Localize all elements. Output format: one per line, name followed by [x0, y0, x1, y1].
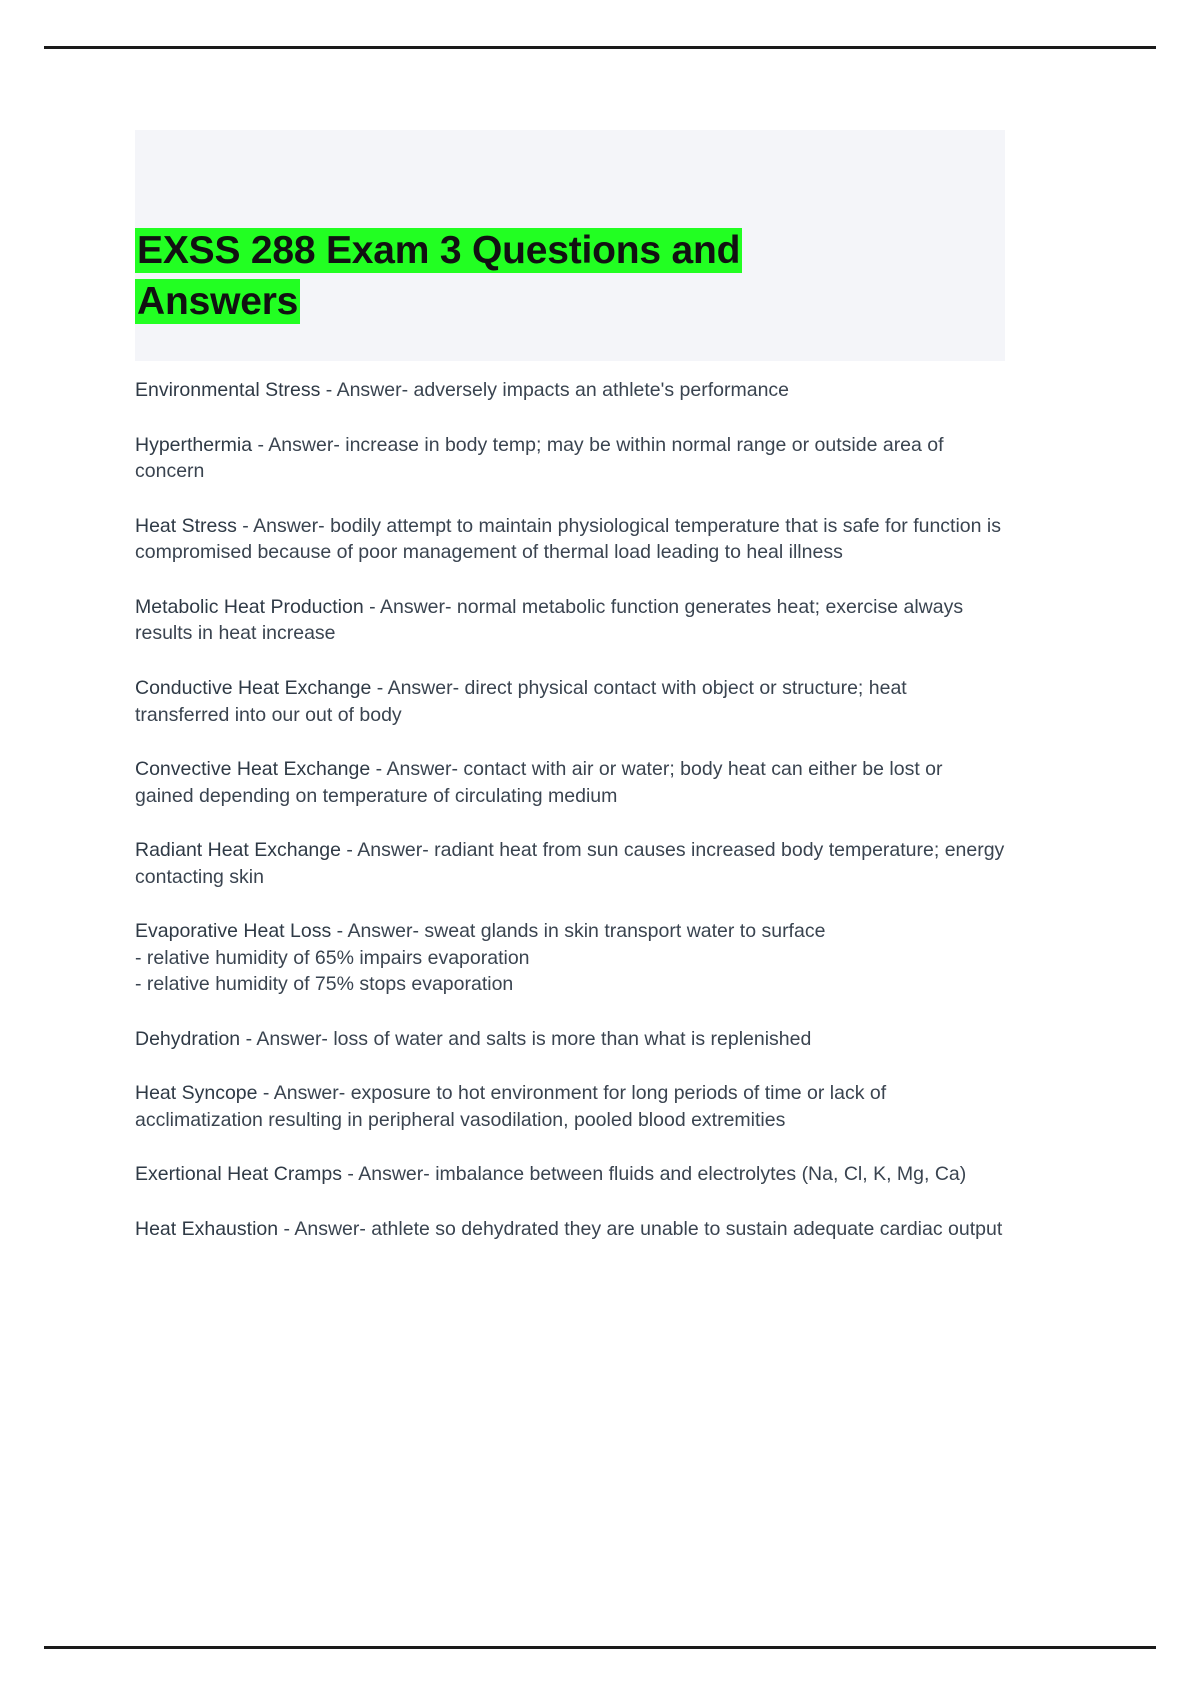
qa-answer: direct physical contact with object or structure; heat transferred into our out of body	[135, 676, 907, 726]
qa-separator: - Answer-	[340, 839, 435, 862]
qa-answer: increase in body temp; may be within normal range or outside area of concern	[135, 433, 944, 483]
qa-answer: loss of water and salts is more than what is replenished	[333, 1027, 812, 1050]
qa-separator: - Answer-	[371, 676, 465, 699]
qa-entry	[135, 594, 1005, 647]
qa-separator: - Answer-	[331, 920, 425, 943]
qa-entry	[135, 756, 1005, 809]
qa-answer: sweat glands in skin transport water to surface	[424, 920, 826, 943]
qa-separator: - Answer-	[257, 1082, 351, 1105]
qa-answer: imbalance between fluids and electrolytes (Na, Cl, K, Mg, Ca)	[435, 1163, 967, 1186]
qa-term: Exertional Heat Cramps	[135, 1163, 342, 1186]
qa-answer: contact with air or water; body heat can either be lost or gained depending on temperature of circulating medium	[135, 758, 943, 807]
page-title	[135, 226, 1005, 327]
qa-answer: athlete so dehydrated they are unable to sustain adequate cardiac output	[371, 1217, 1003, 1240]
qa-separator: - Answer-	[240, 1027, 334, 1050]
qa-term: Heat Syncope	[135, 1082, 258, 1105]
qa-entry	[135, 1080, 1005, 1133]
qa-separator: - Answer-	[363, 595, 457, 618]
qa-answer: bodily attempt to maintain physiological temperature that is safe for function is compromised because of poor management of thermal load leading to heal illness	[135, 514, 1001, 564]
qa-term: Heat Exhaustion	[135, 1217, 279, 1240]
qa-entry	[135, 1026, 1005, 1053]
qa-answer: exposure to hot environment for long periods of time or lack of acclimatization resulting in peripheral vasodilation, pooled blood extremities	[135, 1082, 887, 1131]
page-title-line-2: Answers	[137, 279, 299, 323]
qa-entry	[135, 918, 1005, 998]
qa-answer: normal metabolic function generates heat; exercise always results in heat increase	[135, 595, 964, 645]
qa-separator: - Answer-	[370, 758, 464, 781]
page-top-rule	[44, 46, 1156, 49]
qa-answer: adversely impacts an athlete's performance	[413, 379, 790, 402]
qa-term: Metabolic Heat Production	[135, 595, 364, 618]
qa-entry	[135, 1161, 1005, 1188]
qa-separator: - Answer-	[320, 379, 414, 402]
qa-entry	[135, 513, 1005, 566]
document-content	[135, 130, 1005, 1270]
title-block	[135, 130, 1005, 361]
qa-term: Evaporative Heat Loss	[135, 920, 332, 943]
qa-entry	[135, 675, 1005, 728]
qa-separator: - Answer-	[342, 1163, 436, 1186]
qa-entry	[135, 432, 1005, 485]
qa-entry	[135, 377, 1005, 404]
qa-term: Environmental Stress	[135, 379, 321, 402]
qa-term: Radiant Heat Exchange	[135, 839, 341, 862]
qa-answer: radiant heat from sun causes increased body temperature; energy contacting skin	[135, 839, 1005, 888]
qa-list	[135, 361, 1005, 1242]
qa-entry	[135, 837, 1005, 890]
qa-term: Heat Stress	[135, 514, 237, 537]
qa-term: Dehydration	[135, 1027, 241, 1050]
page-title-line-1: EXSS 288 Exam 3 Questions and	[137, 229, 741, 272]
qa-term: Hyperthermia	[135, 433, 253, 456]
qa-separator: - Answer-	[236, 514, 331, 537]
qa-separator: - Answer-	[278, 1217, 372, 1240]
page-bottom-rule	[44, 1646, 1156, 1649]
qa-extra-line: - relative humidity of 65% impairs evaporation	[135, 946, 530, 969]
qa-separator: - Answer-	[252, 433, 346, 456]
qa-entry	[135, 1216, 1005, 1243]
qa-extra-line: - relative humidity of 75% stops evaporation	[135, 973, 514, 996]
qa-term: Convective Heat Exchange	[135, 758, 371, 781]
qa-term: Conductive Heat Exchange	[135, 676, 372, 699]
